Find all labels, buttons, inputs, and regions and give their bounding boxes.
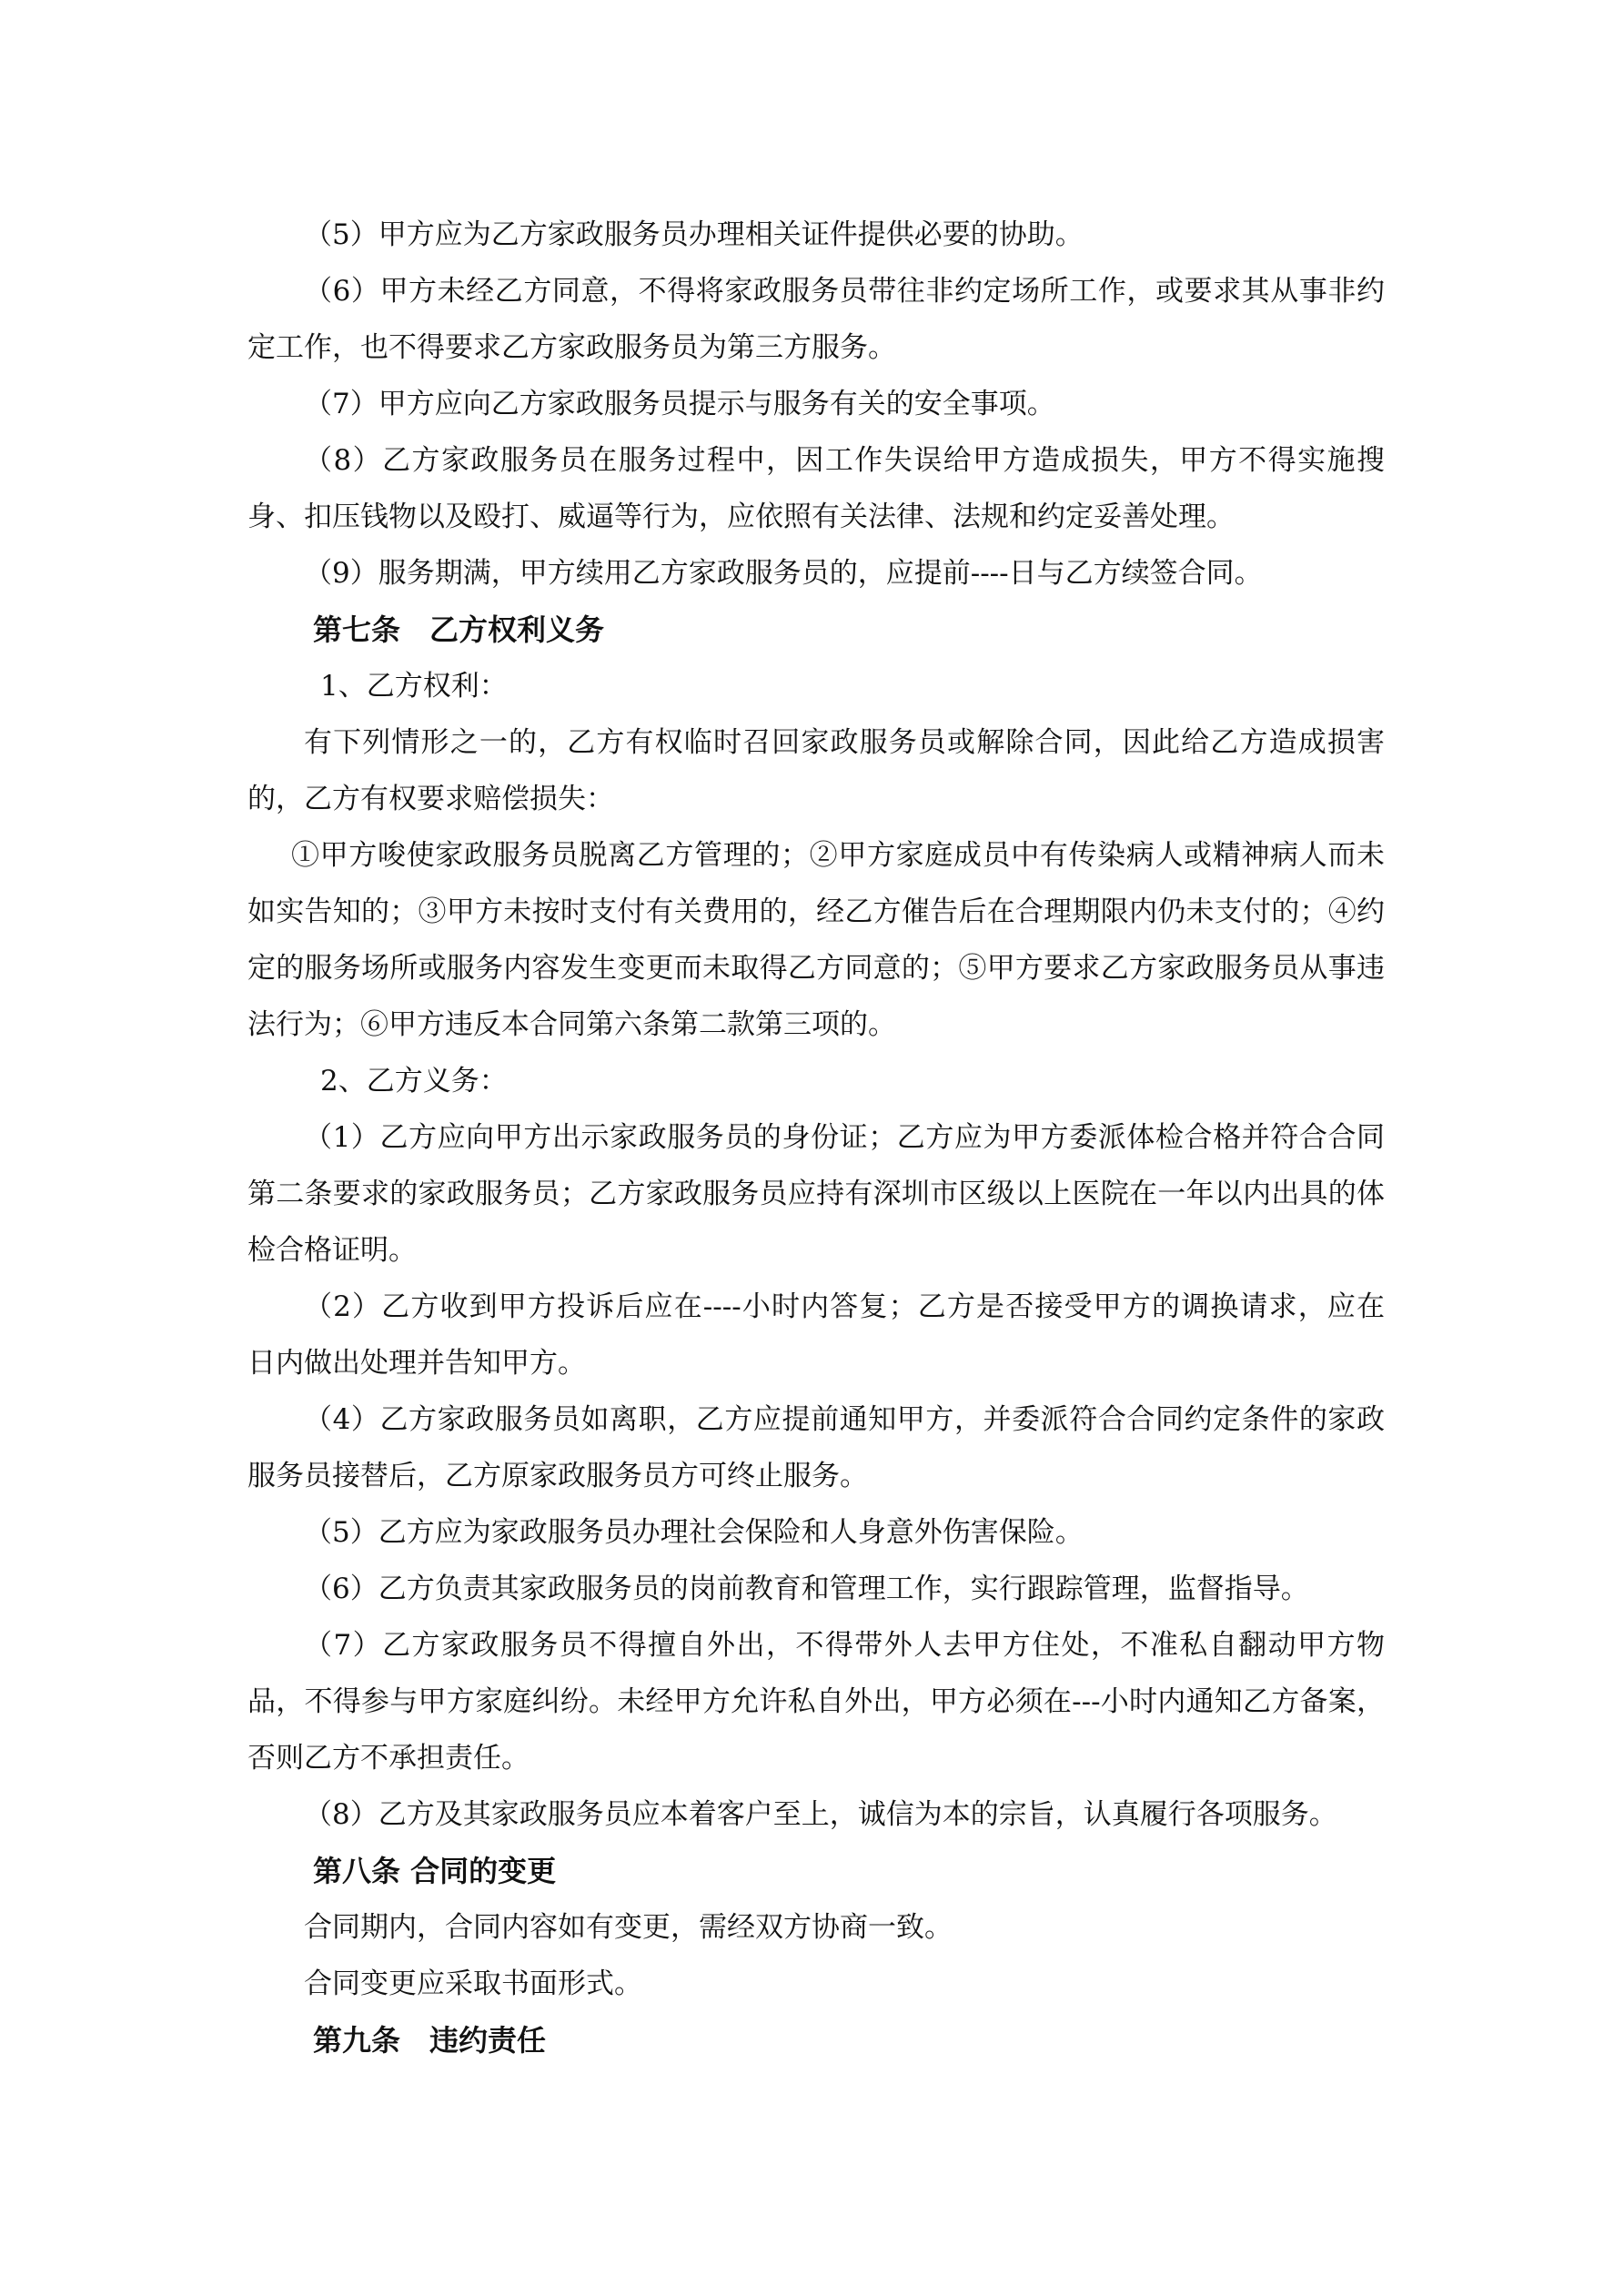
paragraph: （5）甲方应为乙方家政服务员办理相关证件提供必要的协助。 <box>304 218 1084 251</box>
paragraph: 合同变更应采取书面形式。 <box>304 1967 642 2000</box>
document-page <box>247 207 1441 2068</box>
paragraph: 1、乙方权利： <box>320 670 508 703</box>
document-body <box>247 207 1441 2068</box>
paragraph: （6）甲方未经乙方同意，不得将家政服务员带往非约定场所工作，或要求其从事非约定工作，也不得要求乙方家政服务员为第三方服务。 <box>247 275 1385 364</box>
paragraph: （8）乙方及其家政服务员应本着客户至上，诚信为本的宗旨，认真履行各项服务。 <box>304 1798 1337 1831</box>
paragraph: （9）服务期满，甲方续用乙方家政服务员的，应提前----日与乙方续签合同。 <box>304 557 1263 590</box>
paragraph: （8）乙方家政服务员在服务过程中，因工作失误给甲方造成损失，甲方不得实施搜身、扣压钱物以及殴打、威逼等行为，应依照有关法律、法规和约定妥善处理。 <box>247 444 1385 533</box>
paragraph: （4）乙方家政服务员如离职，乙方应提前通知甲方，并委派符合合同约定条件的家政服务员接替后，乙方原家政服务员方可终止服务。 <box>247 1403 1385 1492</box>
paragraph: （5）乙方应为家政服务员办理社会保险和人身意外伤害保险。 <box>304 1516 1084 1549</box>
paragraph: （7）甲方应向乙方家政服务员提示与服务有关的安全事项。 <box>304 388 1055 420</box>
paragraph: 合同期内，合同内容如有变更，需经双方协商一致。 <box>304 1911 953 1944</box>
paragraph: ①甲方唆使家政服务员脱离乙方管理的；②甲方家庭成员中有传染病人或精神病人而未如实告知的；③甲方未按时支付有关费用的，经乙方催告后在合理期限内仍未支付的；④约定的服务场所或服务内容发生变更而未取得乙方同意的；⑤甲方要求乙方家政服务员从事违法行为；⑥甲方违反本合同第六条第二款第三项的。 <box>247 839 1385 1041</box>
section-heading: 第九条 违约责任 <box>313 2023 547 2058</box>
paragraph: （1）乙方应向甲方出示家政服务员的身份证；乙方应为甲方委派体检合格并符合合同第二条要求的家政服务员；乙方家政服务员应持有深圳市区级以上医院在一年以内出具的体检合格证明。 <box>247 1121 1385 1267</box>
section-heading: 第七条 乙方权利义务 <box>313 612 605 647</box>
paragraph: 有下列情形之一的，乙方有权临时召回家政服务员或解除合同，因此给乙方造成损害的，乙方有权要求赔偿损失： <box>247 726 1385 815</box>
section-heading: 第八条 合同的变更 <box>313 1854 557 1888</box>
paragraph: （7）乙方家政服务员不得擅自外出，不得带外人去甲方住处，不准私自翻动甲方物品，不得参与甲方家庭纠纷。未经甲方允许私自外出，甲方必须在---小时内通知乙方备案，否则乙方不承担责任。 <box>247 1629 1385 1775</box>
paragraph: （2）乙方收到甲方投诉后应在----小时内答复；乙方是否接受甲方的调换请求，应在 日内做出处理并告知甲方。 <box>247 1290 1441 1380</box>
paragraph: （6）乙方负责其家政服务员的岗前教育和管理工作，实行跟踪管理，监督指导。 <box>304 1573 1309 1605</box>
paragraph: 2、乙方义务： <box>320 1065 508 1097</box>
